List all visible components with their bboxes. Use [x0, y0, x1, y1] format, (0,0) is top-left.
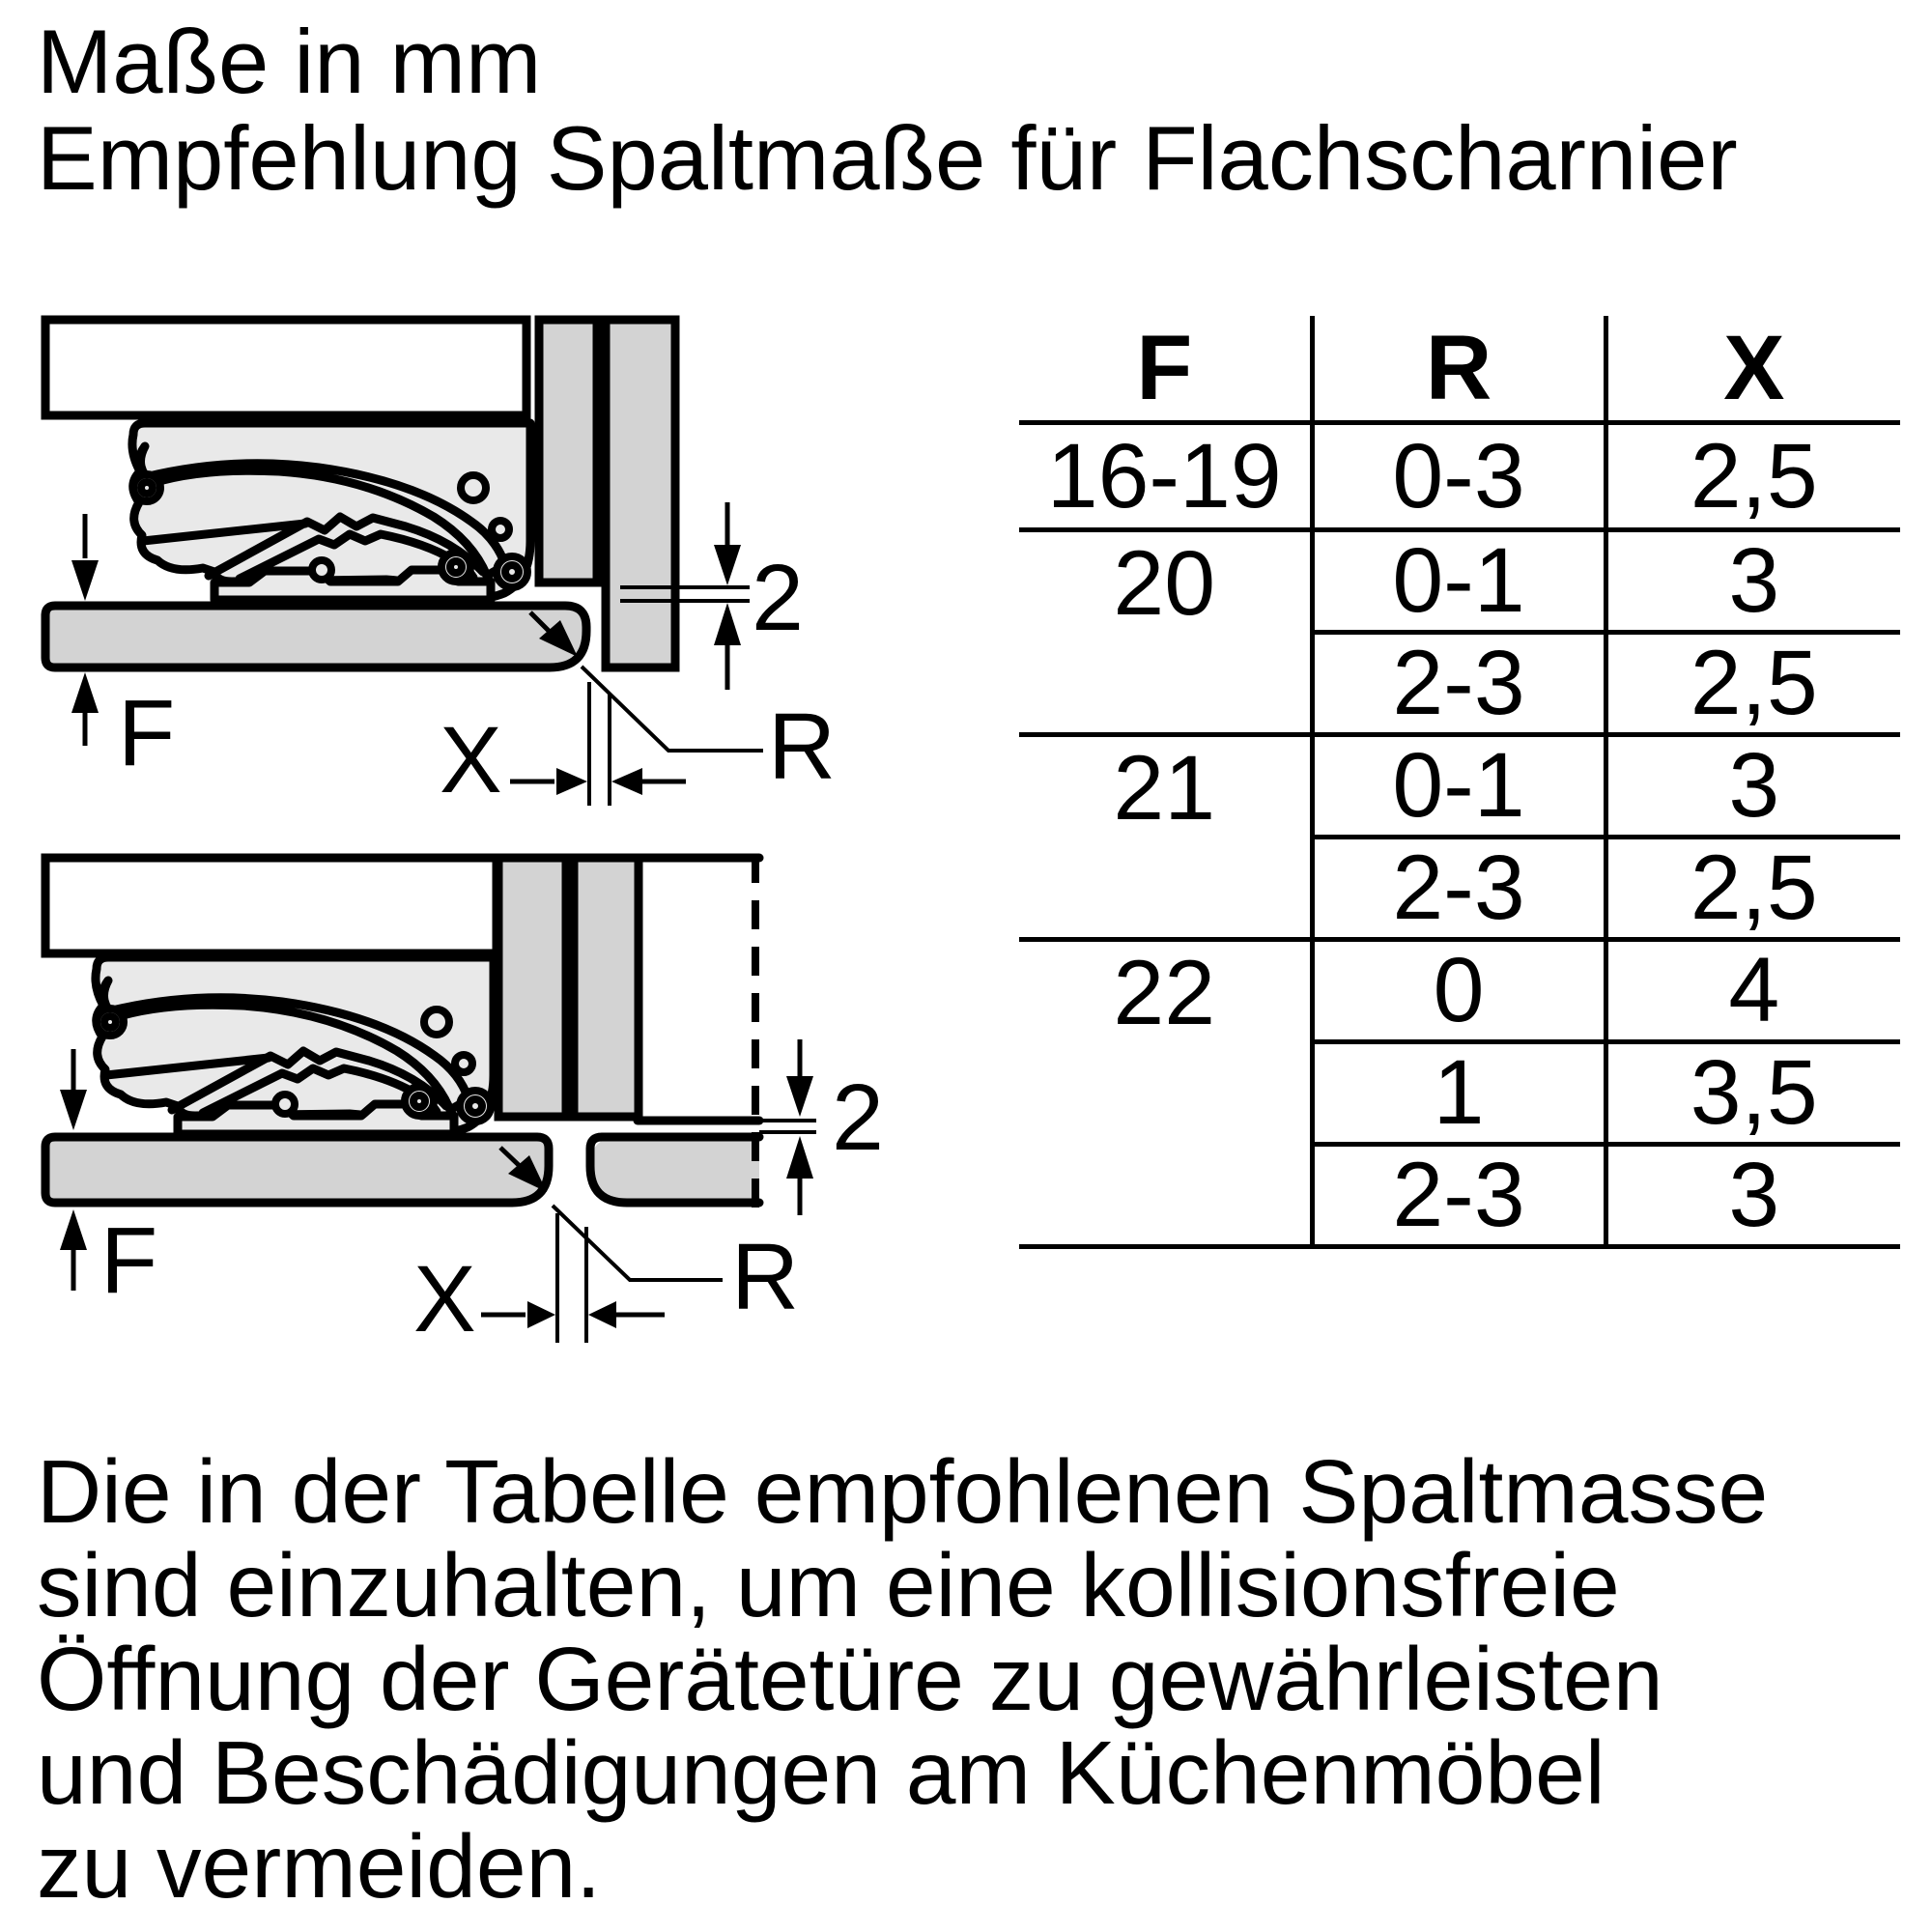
cell-x: 4	[1605, 940, 1900, 1042]
cell-x: 2,5	[1605, 838, 1900, 940]
table-header-row	[1019, 316, 1900, 423]
table-row	[1019, 423, 1900, 530]
cell-r: 2-3	[1312, 838, 1605, 940]
gap-dimension-table	[1019, 316, 1900, 1249]
table-row	[1019, 735, 1900, 838]
title-line-2: Empfehlung Spaltmaße für Flachscharnier	[37, 107, 1738, 209]
furniture-side-panel	[498, 858, 566, 1117]
note-line: zu vermeiden.	[37, 1816, 602, 1917]
cell-x: 3	[1605, 530, 1900, 633]
header-x: X	[1605, 316, 1900, 423]
label-gap-2: 2	[832, 1065, 884, 1170]
appliance-door-panel	[606, 320, 675, 668]
dimension-x	[413, 1213, 665, 1351]
label-gap-2: 2	[752, 545, 804, 650]
diagram-hinge-bottom	[45, 854, 884, 1351]
cell-f: 21	[1019, 735, 1312, 940]
cell-r: 2-3	[1312, 1145, 1605, 1247]
label-f: F	[118, 680, 176, 785]
note-line: Die in der Tabelle empfohlenen Spaltmasse	[37, 1441, 1769, 1542]
hinge-mechanism	[132, 423, 530, 600]
diagram-hinge-top	[45, 320, 836, 812]
appliance-carcass	[45, 320, 526, 415]
cell-r: 0	[1312, 940, 1605, 1042]
furniture-door-front	[45, 1137, 549, 1203]
note-line: Öffnung der Gerätetüre zu gewährleisten	[37, 1629, 1663, 1729]
cell-f: 20	[1019, 530, 1312, 735]
appliance-carcass	[45, 858, 497, 953]
title-line-1: Maße in mm	[37, 11, 542, 112]
header-r: R	[1312, 316, 1605, 423]
table-row	[1019, 530, 1900, 633]
cell-x: 3	[1605, 1145, 1900, 1247]
appliance-door-panel	[574, 858, 639, 1117]
adjacent-door-front-fill	[590, 1137, 759, 1203]
hinge-mechanism	[96, 957, 494, 1134]
label-x: X	[440, 707, 502, 812]
cell-f: 22	[1019, 940, 1312, 1247]
label-r: R	[768, 694, 837, 799]
cell-r: 0-1	[1312, 530, 1605, 633]
note-line: und Beschädigungen am Küchenmöbel	[37, 1722, 1605, 1823]
cell-x: 2,5	[1605, 633, 1900, 735]
cell-r: 0-1	[1312, 735, 1605, 838]
dimension-x	[440, 682, 686, 812]
label-r: R	[731, 1224, 800, 1329]
note-paragraph	[37, 1441, 1769, 1917]
cell-x: 3	[1605, 735, 1900, 838]
cell-x: 2,5	[1605, 423, 1900, 530]
label-f: F	[100, 1208, 158, 1313]
label-x: X	[413, 1246, 476, 1351]
furniture-door-front	[45, 606, 586, 668]
furniture-side-panel	[539, 320, 597, 582]
cell-r: 0-3	[1312, 423, 1605, 530]
cell-x: 3,5	[1605, 1042, 1900, 1145]
table-row	[1019, 940, 1900, 1042]
dimension-gap-2	[759, 1039, 884, 1215]
header-f: F	[1019, 316, 1312, 423]
cell-f: 16-19	[1019, 423, 1312, 530]
cell-r: 1	[1312, 1042, 1605, 1145]
note-line: sind einzuhalten, um eine kollisionsfreie	[37, 1535, 1620, 1635]
cell-r: 2-3	[1312, 633, 1605, 735]
